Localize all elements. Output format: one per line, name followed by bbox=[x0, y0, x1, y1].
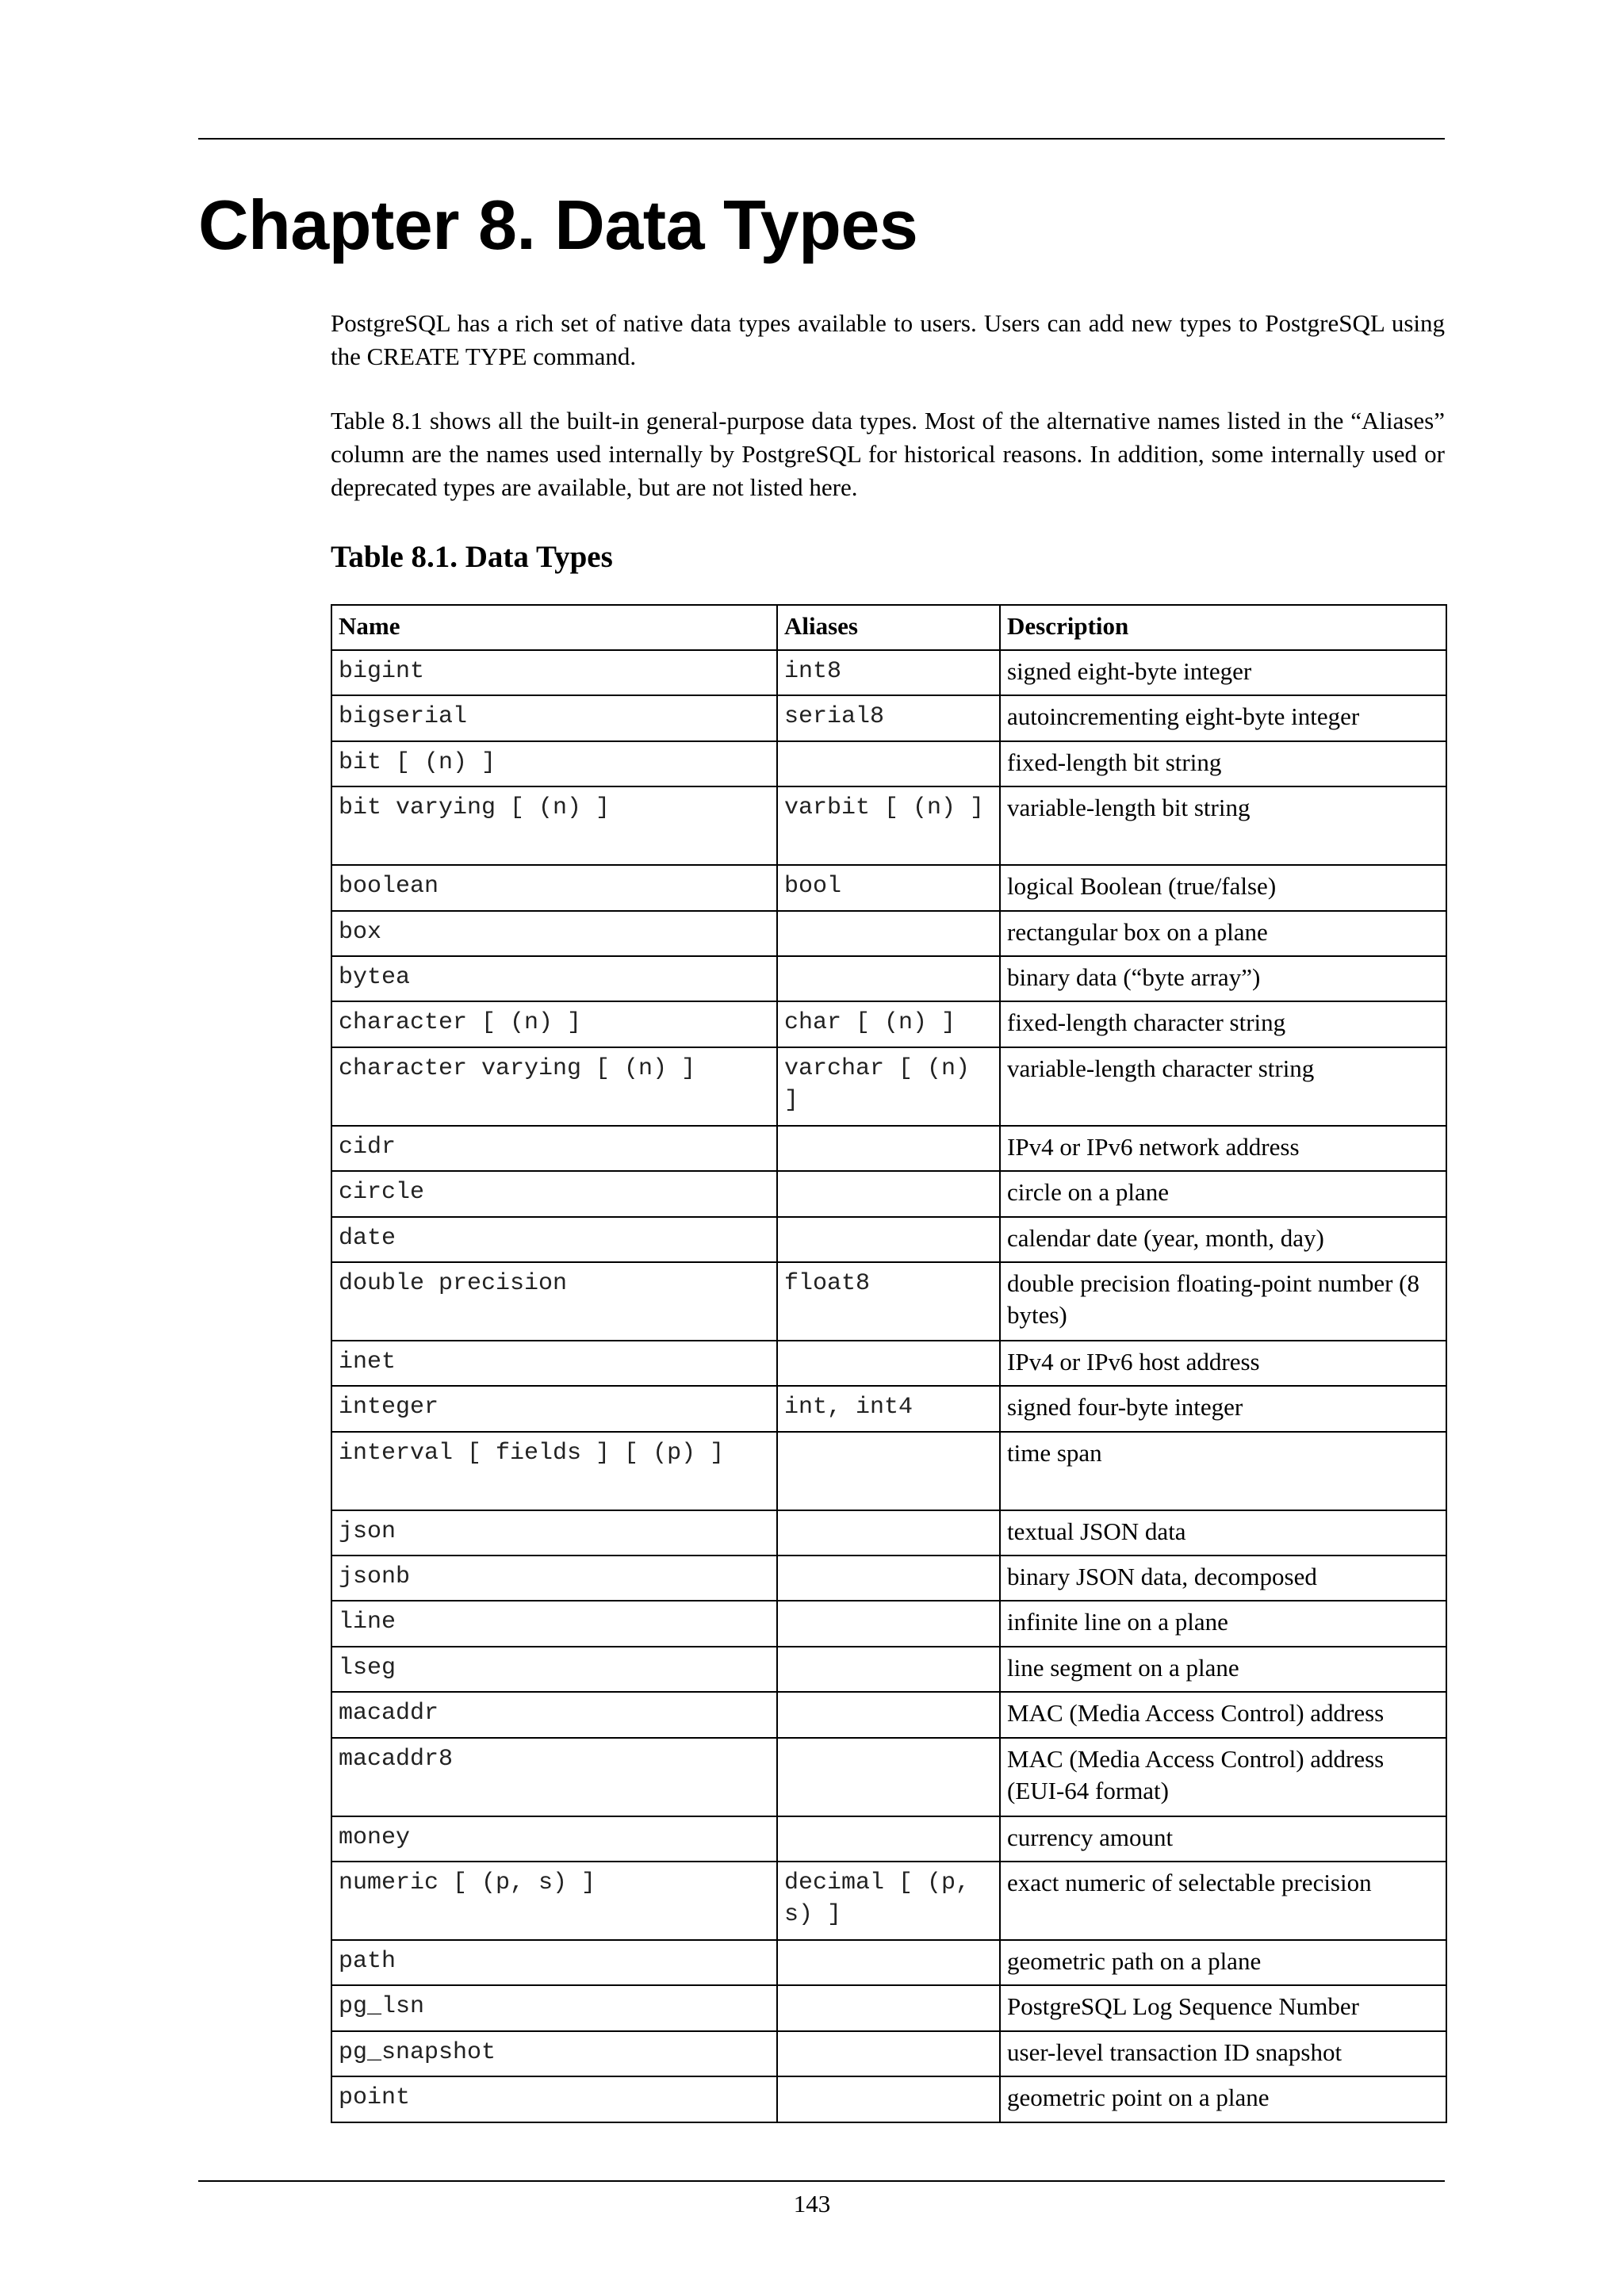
paragraph-text: Table 8.1 shows all the built-in general-purpose data types. Most of the alternative names listed in the “Aliases” column are the names used internally by PostgreSQL for historical reasons. In addition, some internally used or deprecated types are available, but are not listed here. bbox=[331, 407, 1445, 501]
data-types-table bbox=[331, 604, 1447, 2123]
table-row bbox=[331, 1738, 1446, 1816]
type-aliases-cell bbox=[777, 1692, 1000, 1737]
table-row bbox=[331, 1262, 1446, 1341]
type-description-cell: line segment on a plane bbox=[1000, 1647, 1446, 1692]
type-name-cell: macaddr8 bbox=[331, 1738, 777, 1816]
table-row bbox=[331, 1432, 1446, 1510]
type-description-cell: geometric point on a plane bbox=[1000, 2076, 1446, 2122]
type-name-cell: pg_snapshot bbox=[331, 2031, 777, 2076]
table-row bbox=[331, 650, 1446, 695]
table-body bbox=[331, 650, 1446, 2122]
type-name-cell: point bbox=[331, 2076, 777, 2122]
type-description-cell: MAC (Media Access Control) address (EUI-64 format) bbox=[1000, 1738, 1446, 1816]
type-description-cell: fixed-length bit string bbox=[1000, 741, 1446, 786]
type-name-cell: double precision bbox=[331, 1262, 777, 1341]
table-row bbox=[331, 1940, 1446, 1985]
table-row bbox=[331, 2031, 1446, 2076]
type-aliases-cell bbox=[777, 1647, 1000, 1692]
type-name-cell: lseg bbox=[331, 1647, 777, 1692]
type-aliases-cell bbox=[777, 1738, 1000, 1816]
type-description-cell: signed four-byte integer bbox=[1000, 1386, 1446, 1431]
type-name-cell: bigserial bbox=[331, 695, 777, 740]
type-description-cell: calendar date (year, month, day) bbox=[1000, 1217, 1446, 1262]
type-description-cell: currency amount bbox=[1000, 1816, 1446, 1862]
table-row bbox=[331, 1556, 1446, 1601]
type-description-cell: MAC (Media Access Control) address bbox=[1000, 1692, 1446, 1737]
intro-paragraph-2 bbox=[331, 404, 1445, 504]
header-name: Name bbox=[331, 605, 777, 650]
table-caption: Table 8.1. Data Types bbox=[331, 540, 613, 574]
type-description-cell: rectangular box on a plane bbox=[1000, 911, 1446, 956]
type-aliases-cell bbox=[777, 911, 1000, 956]
table-row bbox=[331, 1126, 1446, 1171]
table-row bbox=[331, 1047, 1446, 1126]
type-aliases-cell bbox=[777, 956, 1000, 1001]
type-name-cell: pg_lsn bbox=[331, 1985, 777, 2030]
table-row bbox=[331, 1341, 1446, 1386]
type-aliases-cell bbox=[777, 2076, 1000, 2122]
table-row bbox=[331, 1510, 1446, 1556]
type-name-cell: jsonb bbox=[331, 1556, 777, 1601]
page-number: 143 bbox=[793, 2190, 831, 2218]
table-row bbox=[331, 1386, 1446, 1431]
type-name-cell: box bbox=[331, 911, 777, 956]
type-aliases-cell: bool bbox=[777, 865, 1000, 910]
type-name-cell: inet bbox=[331, 1341, 777, 1386]
type-description-cell: variable-length bit string bbox=[1000, 786, 1446, 865]
type-description-cell: binary JSON data, decomposed bbox=[1000, 1556, 1446, 1601]
type-description-cell: double precision floating-point number (8 bytes) bbox=[1000, 1262, 1446, 1341]
table-row bbox=[331, 956, 1446, 1001]
type-aliases-cell bbox=[777, 1556, 1000, 1601]
table-row bbox=[331, 1001, 1446, 1047]
type-description-cell: infinite line on a plane bbox=[1000, 1601, 1446, 1646]
type-name-cell: bit varying [ (n) ] bbox=[331, 786, 777, 865]
table-row bbox=[331, 865, 1446, 910]
type-name-cell: date bbox=[331, 1217, 777, 1262]
type-aliases-cell bbox=[777, 1217, 1000, 1262]
type-name-cell: bytea bbox=[331, 956, 777, 1001]
type-name-cell: numeric [ (p, s) ] bbox=[331, 1862, 777, 1940]
type-aliases-cell bbox=[777, 741, 1000, 786]
table-row bbox=[331, 1692, 1446, 1737]
type-name-cell: bit [ (n) ] bbox=[331, 741, 777, 786]
type-name-cell: interval [ fields ] [ (p) ] bbox=[331, 1432, 777, 1510]
paragraph-text: PostgreSQL has a rich set of native data types available to users. Users can add new types to PostgreSQL using the CREATE TYPE command. bbox=[331, 309, 1445, 370]
table-row bbox=[331, 786, 1446, 865]
header-aliases: Aliases bbox=[777, 605, 1000, 650]
table-row bbox=[331, 695, 1446, 740]
intro-paragraph-1 bbox=[331, 307, 1445, 373]
type-description-cell: logical Boolean (true/false) bbox=[1000, 865, 1446, 910]
type-description-cell: autoincrementing eight-byte integer bbox=[1000, 695, 1446, 740]
table-row bbox=[331, 1171, 1446, 1216]
type-aliases-cell bbox=[777, 1510, 1000, 1556]
type-name-cell: integer bbox=[331, 1386, 777, 1431]
type-aliases-cell bbox=[777, 1601, 1000, 1646]
type-aliases-cell: varchar [ (n) ] bbox=[777, 1047, 1000, 1126]
table-row bbox=[331, 1862, 1446, 1940]
table-row bbox=[331, 1217, 1446, 1262]
header-rule bbox=[198, 138, 1445, 140]
table-row bbox=[331, 741, 1446, 786]
type-name-cell: macaddr bbox=[331, 1692, 777, 1737]
type-name-cell: boolean bbox=[331, 865, 777, 910]
type-name-cell: bigint bbox=[331, 650, 777, 695]
type-description-cell: variable-length character string bbox=[1000, 1047, 1446, 1126]
type-name-cell: json bbox=[331, 1510, 777, 1556]
type-aliases-cell: int8 bbox=[777, 650, 1000, 695]
type-name-cell: cidr bbox=[331, 1126, 777, 1171]
type-description-cell: exact numeric of selectable precision bbox=[1000, 1862, 1446, 1940]
type-description-cell: user-level transaction ID snapshot bbox=[1000, 2031, 1446, 2076]
type-aliases-cell: decimal [ (p, s) ] bbox=[777, 1862, 1000, 1940]
type-aliases-cell bbox=[777, 1816, 1000, 1862]
type-aliases-cell bbox=[777, 1940, 1000, 1985]
type-description-cell: fixed-length character string bbox=[1000, 1001, 1446, 1047]
table-row bbox=[331, 1647, 1446, 1692]
type-description-cell: circle on a plane bbox=[1000, 1171, 1446, 1216]
table-row bbox=[331, 1985, 1446, 2030]
type-name-cell: character [ (n) ] bbox=[331, 1001, 777, 1047]
table-row bbox=[331, 911, 1446, 956]
type-aliases-cell: serial8 bbox=[777, 695, 1000, 740]
table-header-row bbox=[331, 605, 1446, 650]
type-name-cell: circle bbox=[331, 1171, 777, 1216]
type-aliases-cell: float8 bbox=[777, 1262, 1000, 1341]
type-description-cell: IPv4 or IPv6 host address bbox=[1000, 1341, 1446, 1386]
type-aliases-cell bbox=[777, 1432, 1000, 1510]
table-row bbox=[331, 2076, 1446, 2122]
type-aliases-cell bbox=[777, 1171, 1000, 1216]
type-name-cell: path bbox=[331, 1940, 777, 1985]
type-description-cell: IPv4 or IPv6 network address bbox=[1000, 1126, 1446, 1171]
footer-rule bbox=[198, 2180, 1445, 2182]
type-name-cell: line bbox=[331, 1601, 777, 1646]
type-description-cell: geometric path on a plane bbox=[1000, 1940, 1446, 1985]
type-aliases-cell bbox=[777, 1985, 1000, 2030]
type-name-cell: money bbox=[331, 1816, 777, 1862]
type-aliases-cell bbox=[777, 1126, 1000, 1171]
type-aliases-cell: int, int4 bbox=[777, 1386, 1000, 1431]
type-description-cell: signed eight-byte integer bbox=[1000, 650, 1446, 695]
header-description: Description bbox=[1000, 605, 1446, 650]
type-aliases-cell bbox=[777, 2031, 1000, 2076]
chapter-title: Chapter 8. Data Types bbox=[198, 186, 918, 264]
table-row bbox=[331, 1816, 1446, 1862]
type-description-cell: textual JSON data bbox=[1000, 1510, 1446, 1556]
type-description-cell: PostgreSQL Log Sequence Number bbox=[1000, 1985, 1446, 2030]
type-aliases-cell bbox=[777, 1341, 1000, 1386]
type-aliases-cell: varbit [ (n) ] bbox=[777, 786, 1000, 865]
type-aliases-cell: char [ (n) ] bbox=[777, 1001, 1000, 1047]
type-description-cell: time span bbox=[1000, 1432, 1446, 1510]
table-row bbox=[331, 1601, 1446, 1646]
type-name-cell: character varying [ (n) ] bbox=[331, 1047, 777, 1126]
type-description-cell: binary data (“byte array”) bbox=[1000, 956, 1446, 1001]
